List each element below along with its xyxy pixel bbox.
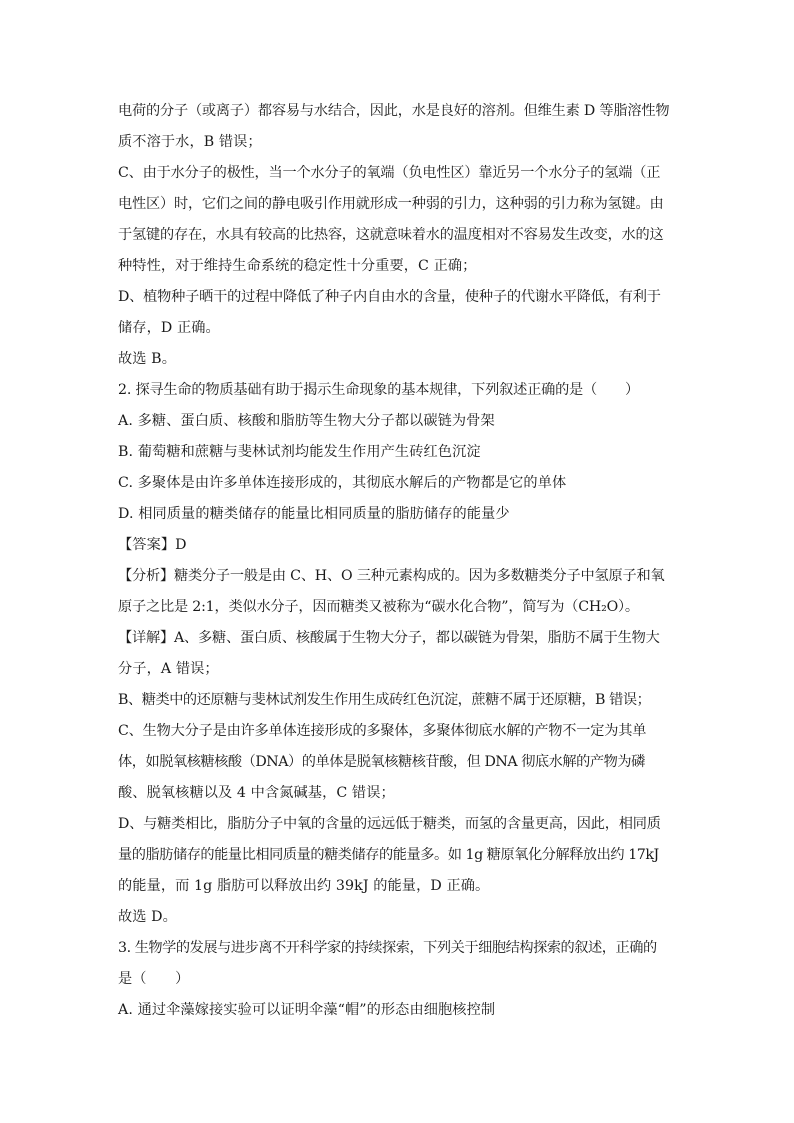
option-a: A. 多糖、蛋白质、核酸和脂肪等生物大分子都以碳链为骨架 xyxy=(118,413,495,429)
detail-line: 量的脂肪储存的能量比相同质量的糖类储存的能量多。如 1g 糖原氧化分解释放出约 17kJ xyxy=(118,847,659,863)
analysis-line: 原子之比是 2:1，类似水分子，因而糖类又被称为“碳水化合物”，简写为（CH₂O）。 xyxy=(118,599,639,615)
answer-label: 【答案】D xyxy=(118,537,187,553)
question-stem: 2. 探寻生命的物质基础有助于揭示生命现象的基本规律，下列叙述正确的是（ ） xyxy=(118,382,639,398)
detail-line: D、与糖类相比，脂肪分子中氧的含量的远远低于糖类，而氢的含量更高，因此，相同质 xyxy=(118,816,661,832)
text-line: 质不溶于水，B 错误； xyxy=(118,134,262,150)
question-stem: 是（ ） xyxy=(118,971,190,987)
analysis-line: 【分析】糖类分子一般是由 C、H、O 三种元素构成的。因为多数糖类分子中氢原子和氧 xyxy=(118,568,665,584)
document-body xyxy=(118,96,678,1026)
text-line: 于氢键的存在，水具有较高的比热容，这就意味着水的温度相对不容易发生改变，水的这 xyxy=(118,227,664,243)
answer-choice-line: 故选 B。 xyxy=(118,351,176,367)
detail-line: 酸、脱氧核糖以及 4 中含氮碱基，C 错误； xyxy=(118,785,395,801)
option-d: D. 相同质量的糖类储存的能量比相同质量的脂肪储存的能量少 xyxy=(118,506,510,522)
detail-line: C、生物大分子是由许多单体连接形成的多聚体，多聚体彻底水解的产物不一定为其单 xyxy=(118,723,647,739)
detail-line: 分子，A 错误； xyxy=(118,661,219,677)
detail-line: B、糖类中的还原糖与斐林试剂发生作用生成砖红色沉淀，蔗糖不属于还原糖，B 错误； xyxy=(118,692,651,708)
text-line: 储存，D 正确。 xyxy=(118,320,220,336)
option-a: A. 通过伞藻嫁接实验可以证明伞藻“帽”的形态由细胞核控制 xyxy=(118,1002,496,1018)
detail-line: 的能量，而 1g 脂肪可以释放出约 39kJ 的能量，D 正确。 xyxy=(118,878,490,894)
option-b: B. 葡萄糖和蔗糖与斐林试剂均能发生作用产生砖红色沉淀 xyxy=(118,444,481,460)
text-line: 电荷的分子（或离子）都容易与水结合，因此，水是良好的溶剂。但维生素 D 等脂溶性物 xyxy=(118,103,670,119)
text-line: C、由于水分子的极性，当一个水分子的氧端（负电性区）靠近另一个水分子的氢端（正 xyxy=(118,165,661,181)
question-stem: 3. 生物学的发展与进步离不开科学家的持续探索，下列关于细胞结构探索的叙述，正确的 xyxy=(118,940,657,956)
text-line: 电性区）时，它们之间的静电吸引作用就形成一种弱的引力，这种弱的引力称为氢键。由 xyxy=(118,196,664,212)
text-line: D、植物种子晒干的过程中降低了种子内自由水的含量，使种子的代谢水平降低，有利于 xyxy=(118,289,661,305)
answer-choice-line: 故选 D。 xyxy=(118,909,177,925)
detail-line: 【详解】A、多糖、蛋白质、核酸属于生物大分子，都以碳链为骨架，脂肪不属于生物大 xyxy=(118,630,660,646)
text-line: 种特性，对于维持生命系统的稳定性十分重要，C 正确； xyxy=(118,258,477,274)
detail-line: 体，如脱氧核糖核酸（DNA）的单体是脱氧核糖核苷酸，但 DNA 彻底水解的产物为磷 xyxy=(118,754,645,770)
option-c: C. 多聚体是由许多单体连接形成的，其彻底水解后的产物都是它的单体 xyxy=(118,475,567,491)
